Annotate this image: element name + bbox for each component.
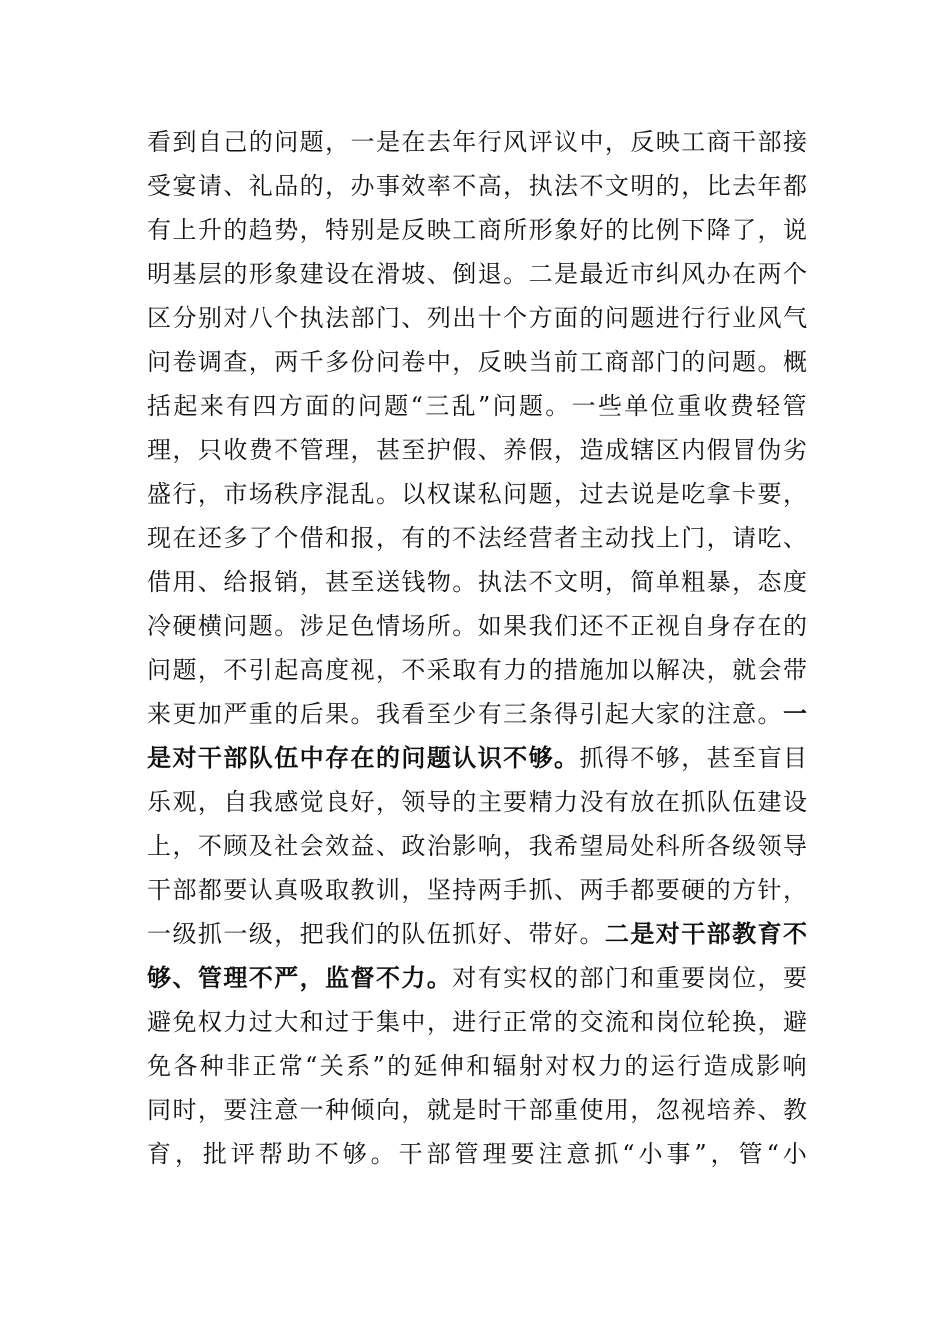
text-run: 育，批评帮助不够。干部管理要注意抓“小事”，管“小	[147, 1140, 811, 1168]
text-line	[147, 736, 807, 780]
text-run: 借用、给报销，甚至送钱物。执法不文明，简单粗暴，态度	[147, 568, 809, 596]
text-line	[147, 824, 807, 868]
text-run: 上，不顾及社会效益、政治影响，我希望局处科所各级领导	[147, 832, 809, 860]
text-run: 乐观，自我感觉良好，领导的主要精力没有放在抓队伍建设	[147, 788, 809, 816]
text-line	[147, 912, 807, 956]
text-line	[147, 340, 807, 384]
text-line	[147, 384, 807, 428]
text-line	[147, 868, 807, 912]
text-run: 一级抓一级，把我们的队伍抓好、带好。	[147, 920, 605, 948]
bold-text-run: 是对干部队伍中存在的问题认识不够。	[147, 743, 580, 772]
text-run: 免各种非正常“关系”的延伸和辐射对权力的运行造成影响	[147, 1052, 809, 1080]
text-line	[147, 252, 807, 296]
text-line	[147, 164, 807, 208]
text-line	[147, 1000, 807, 1044]
text-run: 现在还多了个借和报，有的不法经营者主动找上门，请吃、	[147, 524, 809, 552]
text-run: 理，只收费不管理，甚至护假、养假，造成辖区内假冒伪劣	[147, 436, 809, 464]
text-line	[147, 1088, 807, 1132]
text-line	[147, 208, 807, 252]
text-line	[147, 604, 807, 648]
text-run: 受宴请、礼品的，办事效率不高，执法不文明的，比去年都	[147, 172, 809, 200]
text-run: 区分别对八个执法部门、列出十个方面的问题进行行业风气	[147, 304, 809, 332]
text-run: 盛行，市场秩序混乱。以权谋私问题，过去说是吃拿卡要，	[147, 480, 809, 508]
text-run: 避免权力过大和过于集中，进行正常的交流和岗位轮换，避	[147, 1008, 809, 1036]
text-line	[147, 516, 807, 560]
text-line	[147, 780, 807, 824]
text-line	[147, 692, 807, 736]
text-line	[147, 120, 807, 164]
text-run: 有上升的趋势，特别是反映工商所形象好的比例下降了，说	[147, 216, 809, 244]
text-run: 看到自己的问题，一是在去年行风评议中，反映工商干部接	[147, 128, 809, 156]
text-run: 干部都要认真吸取教训，坚持两手抓、两手都要硬的方针，	[147, 876, 809, 904]
text-run: 问卷调查，两千多份问卷中，反映当前工商部门的问题。概	[147, 348, 809, 376]
text-line	[147, 956, 807, 1000]
bold-text-run: 二是对干部教育不	[604, 919, 809, 948]
text-line	[147, 1132, 811, 1176]
text-run: 问题，不引起高度视，不采取有力的措施加以解决，就会带	[147, 656, 809, 684]
text-run: 冷硬横问题。涉足色情场所。如果我们还不正视自身存在的	[147, 612, 809, 640]
text-line	[147, 1044, 807, 1088]
text-run: 来更加严重的后果。我看至少有三条得引起大家的注意。	[147, 700, 783, 728]
text-run: 对有实权的部门和重要岗位，要	[452, 964, 809, 992]
text-run: 括起来有四方面的问题“三乱”问题。一些单位重收费轻管	[147, 392, 809, 420]
text-run: 抓得不够，甚至盲目	[579, 744, 809, 772]
body-text	[147, 120, 811, 1176]
bold-text-run: 够、管理不严，监督不力。	[147, 963, 453, 992]
text-line	[147, 428, 807, 472]
text-run: 同时，要注意一种倾向，就是时干部重使用，忽视培养、教	[147, 1096, 809, 1124]
text-line	[147, 296, 807, 340]
bold-text-run: 一	[783, 699, 809, 728]
text-run: 明基层的形象建设在滑坡、倒退。二是最近市纠风办在两个	[147, 260, 809, 288]
text-line	[147, 560, 807, 604]
text-line	[147, 472, 807, 516]
text-line	[147, 648, 807, 692]
